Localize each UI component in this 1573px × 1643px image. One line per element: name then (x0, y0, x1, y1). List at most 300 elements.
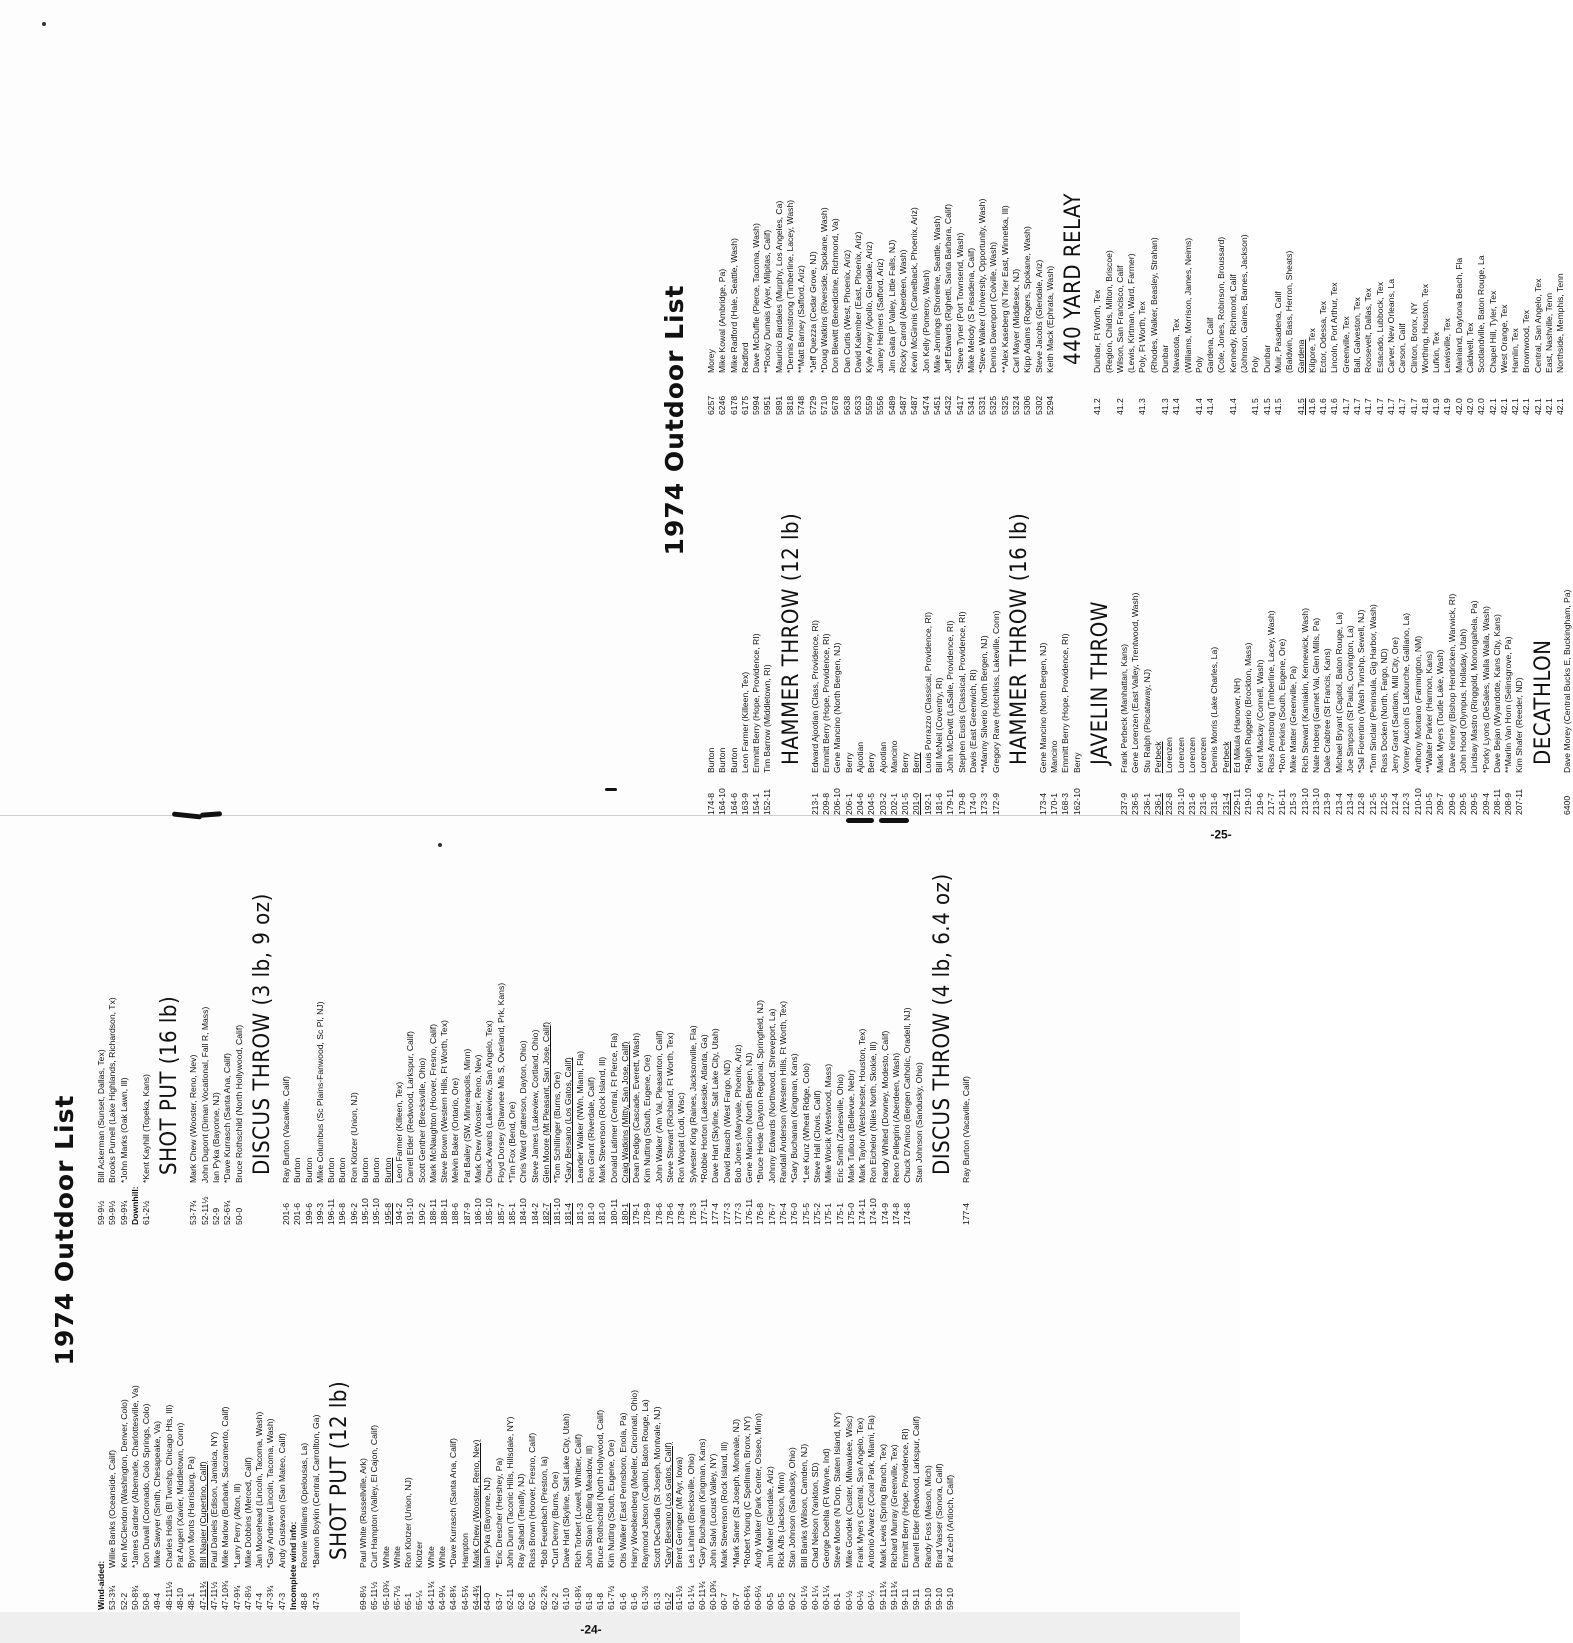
result-row (855, 1235, 866, 1610)
athlete-name: Ajootian (877, 741, 888, 773)
result-mark: 204-5 (866, 793, 877, 815)
result-row (107, 1235, 118, 1610)
athlete-name: Rich Torbert (Lowell, Whittier, Calif) (572, 1433, 583, 1568)
result-mark: 172-9 (990, 793, 1001, 815)
athlete-name: **Manny Silverio (North Bergen, NJ) (979, 635, 990, 773)
athlete-name: Mauricio Bardales (Murphy, Los Angeles, Ca) (773, 200, 784, 373)
result-mark: 5559 (864, 395, 875, 415)
scan-bottom-edge (0, 1612, 1240, 1643)
result-mark: 61-2½ (141, 1200, 152, 1225)
event-heading: DISCUS THROW (4 lb, 6.4 oz) (929, 873, 955, 1175)
athlete-name: Burton (303, 1157, 314, 1183)
athlete-name: George Doehla (Ft Wayne, Ind) (821, 1448, 832, 1568)
result-row (787, 1235, 798, 1610)
result-mark: 212-3 (1401, 793, 1412, 815)
result-mark: 199-6 (303, 1203, 314, 1225)
athlete-name: *Mark Saner (St Joseph, Montvale, NJ) (730, 1418, 741, 1568)
result-mark: 181-4 (563, 1203, 574, 1225)
result-row (188, 845, 199, 1225)
athlete-name: Ajootian (854, 741, 865, 773)
result-row (923, 430, 934, 815)
result-row (383, 845, 394, 1225)
result-mark (1149, 373, 1160, 415)
result-row (360, 845, 371, 1225)
result-mark: 209-5 (1457, 793, 1468, 815)
result-mark: 181-6 (934, 793, 945, 815)
result-row (866, 1235, 877, 1610)
athlete-name: Dunbar (1261, 344, 1272, 373)
result-row (832, 1235, 843, 1610)
athlete-name: **Walter Parker (Harmon, Kans) (1424, 651, 1435, 773)
athlete-name: Mike Sawyer (Smith, Chesapeake, Va) (152, 1421, 163, 1568)
result-row (1521, 25, 1532, 415)
result-mark: 59-11¾ (877, 1581, 888, 1610)
result-row (902, 845, 913, 1225)
result-row (1255, 430, 1266, 815)
result-row (846, 845, 857, 1225)
athlete-name: *Eric Drescher (Hershey, Pa) (493, 1457, 504, 1568)
athlete-name: *Dennis Armstrong (Timberline, Lacey, Wash) (785, 199, 796, 373)
athlete-name: Vorney Aucoin (S Lafourche, Galliano, La) (1401, 612, 1412, 773)
athlete-name: Gene Mancino (North Bergen, NJ) (744, 1052, 755, 1183)
result-mark: 47-4 (254, 1592, 265, 1610)
result-row (900, 1235, 911, 1610)
results-column (96, 845, 972, 1225)
athlete-name: East, Nashville, Tenn (1544, 292, 1555, 373)
result-mark: 195-8 (382, 1203, 393, 1225)
result-row (631, 845, 642, 1225)
athlete-name: *Doug Watkins (Riverside, Spokane, Wash) (818, 207, 829, 373)
result-row (900, 430, 911, 815)
athlete-name: Randall Anderson (Western Hills, Ft Worth, Tex) (778, 1001, 789, 1183)
result-row (774, 25, 785, 415)
result-mark: 61-8 (595, 1592, 606, 1610)
result-row (107, 845, 118, 1225)
result-mark: 176-4 (778, 1203, 789, 1225)
result-row (991, 430, 1002, 815)
result-mark: 170-1 (1049, 793, 1060, 815)
result-row (1413, 430, 1424, 815)
result-row (1239, 25, 1250, 415)
result-row (1442, 25, 1453, 415)
athlete-name: Mark Myers (Toutle Lake, Wash) (1435, 649, 1446, 773)
result-mark: 6178 (728, 395, 739, 415)
result-row (853, 25, 864, 415)
result-mark: 6400 (1561, 795, 1572, 815)
result-row (731, 1235, 742, 1610)
result-row (1352, 25, 1363, 415)
result-mark: 61-1½ (674, 1585, 685, 1610)
athlete-name: Kim Nutting (South, Eugene, Ore) (642, 1054, 653, 1183)
result-mark: 209-5 (1469, 793, 1480, 815)
result-row (1198, 430, 1209, 815)
result-mark: 59-11 (911, 1588, 922, 1610)
result-mark: 209-4 (1480, 793, 1491, 815)
result-mark: 47-10¾ (220, 1580, 231, 1610)
athlete-name: Wilson, San Francisco, Calif (1114, 265, 1125, 373)
result-row (1334, 430, 1345, 815)
result-mark: 41.7 (1352, 398, 1363, 415)
athlete-name: John McDevitt (LaSalle, Providence, RI) (945, 620, 956, 773)
result-row (943, 25, 954, 415)
athlete-name: White (437, 1546, 448, 1568)
result-mark: 42.1 (1521, 398, 1532, 415)
result-mark: 213-10 (1311, 788, 1322, 815)
athlete-name: Lorenzen (1164, 737, 1175, 773)
result-row (1045, 25, 1056, 415)
result-mark: 59-11¾ (888, 1581, 899, 1610)
result-mark: 41.5 (1295, 398, 1306, 415)
event-heading: JAVELIN THROW (1088, 601, 1114, 765)
result-row (823, 845, 834, 1225)
result-row (1049, 430, 1060, 815)
result-row (1356, 430, 1367, 815)
athlete-name: (Cole, Jones, Robinson, Broussard) (1216, 236, 1227, 373)
result-row (1183, 25, 1194, 415)
result-mark: 64-11¾ (425, 1581, 436, 1610)
athlete-name: Dave McDuffie (Pierce, Tacoma, Wash) (751, 223, 762, 373)
result-row (222, 845, 233, 1225)
result-row (1375, 25, 1386, 415)
result-mark: 185-10 (484, 1198, 495, 1225)
result-mark: 177-3 (721, 1203, 732, 1225)
result-row (527, 1235, 538, 1610)
result-mark: 52-9 (211, 1207, 222, 1225)
result-row (796, 25, 807, 415)
result-mark: 195-10 (360, 1198, 371, 1225)
result-mark: 188-11 (439, 1198, 450, 1225)
result-row (505, 1235, 516, 1610)
result-row (821, 430, 832, 815)
result-row (1510, 25, 1521, 415)
athlete-name: Gene Mancino (North Bergen, NJ) (1037, 642, 1048, 773)
athlete-name: *Gary Bersano (Los Gatos, Calif) (563, 1057, 574, 1183)
athlete-name: Byron Monts (Harrisburg, Pa) (186, 1456, 197, 1568)
athlete-name: Frank Perbeck (Manhattan, Kans) (1119, 644, 1130, 773)
result-mark: 59-11 (900, 1588, 911, 1610)
result-mark: 62-2 (549, 1592, 560, 1610)
result-mark: 219-10 (1243, 788, 1254, 815)
result-mark: 5302 (1033, 395, 1044, 415)
athlete-name: Pat Augeri (Xavier, Middletown, Conn) (175, 1422, 186, 1568)
result-row (337, 845, 348, 1225)
athlete-name: *Ron Perkins (South, Eugene, Ore) (1277, 638, 1288, 773)
result-row (821, 1235, 832, 1610)
athlete-name: *Robbie Horton (Lakeside, Atlanta, Ga) (698, 1034, 709, 1183)
result-mark: 186-10 (473, 1198, 484, 1225)
result-row (945, 430, 956, 815)
result-row (1386, 25, 1397, 415)
result-mark: 174-8 (902, 1203, 913, 1225)
event-heading: DECATHLON (1530, 639, 1556, 765)
result-mark: 175-5 (800, 1203, 811, 1225)
athlete-name: Burton (717, 747, 728, 773)
result-row (1119, 430, 1130, 815)
result-mark: 50-0 (233, 1207, 244, 1225)
result-row (1038, 430, 1049, 815)
athlete-name: Berry (1071, 752, 1082, 773)
result-row (1390, 430, 1401, 815)
result-row (1300, 430, 1311, 815)
result-row (1000, 25, 1011, 415)
result-mark: 60-1¼ (809, 1585, 820, 1610)
result-mark: 41.3 (1137, 398, 1148, 415)
athlete-name: *Bob Feuerbach (Preston, Ia) (538, 1456, 549, 1568)
athlete-name: Ed Mikula (Hanover, NH) (1231, 677, 1242, 773)
result-mark: 6175 (739, 395, 750, 415)
result-mark: 5951 (762, 395, 773, 415)
result-row (740, 430, 751, 815)
result-mark: 42.1 (1532, 398, 1543, 415)
athlete-name: Greenville, Tex (1340, 316, 1351, 373)
athlete-name: *John Marks (Oak Lawn, Ill) (118, 1077, 129, 1183)
result-row (1137, 25, 1148, 415)
athlete-name: Mike Radford (Hale, Seattle, Wash) (728, 238, 739, 373)
result-row (717, 430, 728, 815)
result-mark: 177-4 (960, 1203, 971, 1225)
result-mark: 231-10 (1175, 788, 1186, 815)
result-mark: 61-1¼ (685, 1585, 696, 1610)
result-mark: 62-2¾ (538, 1585, 549, 1610)
result-mark: 52-6¾ (222, 1200, 233, 1225)
result-mark: 203-2 (877, 793, 888, 815)
athlete-name: John Dupont (Diman Vocational, Fall R, Mass) (199, 1006, 210, 1183)
result-row (1092, 25, 1103, 415)
result-mark: 181-3 (574, 1203, 585, 1225)
event-heading: SHOT PUT (12 lb) (326, 1380, 352, 1560)
athlete-name: Glen Moore (Mt Pleasant, San Jose, Calif) (540, 1022, 551, 1183)
result-mark: 217-7 (1265, 793, 1276, 815)
result-row (439, 845, 450, 1225)
result-row (1492, 430, 1503, 815)
result-mark: 176-8 (755, 1203, 766, 1225)
athlete-name: *Larry Perry (Alton, Ill) (231, 1483, 242, 1568)
result-mark: 69-8½ (357, 1585, 368, 1610)
athlete-name: *Gary Buchanan (Kingman, Kans) (789, 1053, 800, 1183)
athlete-name: White (425, 1546, 436, 1568)
result-row (663, 1235, 674, 1610)
athlete-name: *Tom Sinclair (Peninsula, Gig Harbor, Wash) (1367, 604, 1378, 773)
athlete-name: Russ Docken (North, Fargo, ND) (1378, 648, 1389, 773)
result-mark: 207-11 (1514, 788, 1525, 815)
athlete-name: Dale Crabtree (St Francis, Kans) (1322, 648, 1333, 773)
result-row (706, 430, 717, 815)
result-mark: 47-3 (310, 1592, 321, 1610)
result-row (832, 430, 843, 815)
athlete-name: Scott Genther (Brecksville, Ohio) (416, 1057, 427, 1183)
result-row (211, 845, 222, 1225)
result-mark: 41.7 (1397, 398, 1408, 415)
result-row (1160, 25, 1171, 415)
athlete-name: Steve Brown (Western Hills, Ft Worth, Tex) (439, 1020, 450, 1183)
event-heading: SHOT PUT (16 lb) (157, 995, 183, 1175)
result-mark: 60-7 (730, 1592, 741, 1610)
athlete-name: Ken McClendon (Washington, Denver, Colo) (118, 1399, 129, 1568)
result-mark: 61-8 (583, 1592, 594, 1610)
athlete-name: Emmitt Berry (Hope, Providence, RI) (1060, 633, 1071, 773)
athlete-name: Davis (East Greenwich, RI) (967, 669, 978, 773)
result-row (609, 845, 620, 1225)
result-row (1205, 25, 1216, 415)
athlete-name: *James Gardner (Albemarle, Charlottesville, Va) (129, 1385, 140, 1568)
result-row (767, 845, 778, 1225)
result-row (281, 845, 292, 1225)
athlete-name: Emmitt Berry (Hope, Providence, RI) (751, 633, 762, 773)
result-mark: 47-11½ (208, 1581, 219, 1610)
result-row (977, 25, 988, 415)
result-row (254, 1235, 265, 1610)
result-row (642, 845, 653, 1225)
result-row (808, 25, 819, 415)
result-row (209, 1235, 220, 1610)
result-row (652, 1235, 663, 1610)
result-mark: 174-10 (868, 1198, 879, 1225)
result-mark: 209-7 (1435, 793, 1446, 815)
result-row (1341, 25, 1352, 415)
result-mark: 47-8½ (242, 1585, 253, 1610)
athlete-name: Bill Napier (Cupertino, Calif) (197, 1461, 208, 1568)
result-mark: 201-0 (911, 793, 922, 815)
athlete-name: Lorenzen (1175, 737, 1186, 773)
athlete-name: Jim Maher (Glendale, Ariz) (764, 1466, 775, 1568)
result-row (1322, 430, 1333, 815)
result-row (1104, 25, 1115, 415)
result-mark: 215-3 (1288, 793, 1299, 815)
result-row (392, 1235, 403, 1610)
athlete-name: Berry (866, 752, 877, 773)
result-mark: 185-7 (495, 1203, 506, 1225)
athlete-name: Mike Jennings (Shoreline, Seattle, Wash) (931, 215, 942, 373)
athlete-name: Melvin Baker (Ontario, Ore) (450, 1077, 461, 1183)
athlete-name: Willie Banks (Oceanside, Calif) (107, 1450, 118, 1568)
athlete-name: Dave Bejan (Wyandotte, Kans City, Kans) (1491, 614, 1502, 773)
result-mark: 176-0 (789, 1203, 800, 1225)
result-mark: 60-½ (843, 1590, 854, 1610)
athlete-name: Jan Moorehead (Lincoln, Tacoma, Wash) (254, 1411, 265, 1568)
athlete-name: **Marlin Van Horn (Selinsgrove, Pa) (1503, 636, 1514, 773)
athlete-name: Stu Ralph (Piscataway, NJ) (1141, 669, 1152, 773)
result-row (789, 845, 800, 1225)
athlete-name: Morey (706, 349, 716, 373)
athlete-name: Estacado, Lubbock, Tex (1374, 281, 1385, 373)
athlete-name: Mike Matter (Greenville, Pa) (1288, 666, 1299, 773)
athlete-name: Rich Stewart (Kamiakin, Kennewick, Wash) (1299, 608, 1310, 773)
athlete-name: Chuck D'Amico (Bergen Catholic, Oradell, NJ) (902, 1007, 913, 1183)
result-mark: 59-10 (922, 1588, 933, 1610)
result-mark: 60-6¾ (742, 1585, 753, 1610)
athlete-name: (Williams, Morrison, James, Neims) (1182, 237, 1193, 373)
athlete-name: Lincoln, Port Arthur, Tex (1329, 282, 1340, 373)
result-row (889, 430, 900, 815)
result-mark: 61-8¾ (572, 1585, 583, 1610)
athlete-name: Kent Mackay (Connell, Wash) (1254, 659, 1265, 773)
result-row (1034, 25, 1045, 415)
athlete-name: *Kent Kayhill (Topeka, Kans) (141, 1074, 152, 1183)
athlete-name: Dean Pedigo (Cascade, Everett, Wash) (631, 1032, 642, 1183)
result-mark: 180-1 (619, 1203, 630, 1225)
event-heading: DISCUS THROW (3 lb, 9 oz) (249, 893, 275, 1175)
result-row (729, 25, 740, 415)
athlete-name: Mark Chew (Wooster, Reno, Nev) (473, 1054, 484, 1183)
result-row (889, 1235, 900, 1610)
result-row (923, 1235, 934, 1610)
result-row (494, 1235, 505, 1610)
athlete-name: Berry (843, 752, 854, 773)
result-row (640, 1235, 651, 1610)
result-mark: 231-6 (1198, 793, 1209, 815)
result-mark: 175-1 (823, 1203, 834, 1225)
result-mark: 41.7 (1363, 398, 1374, 415)
result-row (1149, 25, 1160, 415)
athlete-name: Gregory Rave (Hotchkiss, Lakeville, Conn) (990, 610, 1001, 773)
athlete-name: Mark Stevenson (Rock Island, Ill) (597, 1056, 608, 1183)
result-mark: 181-0 (597, 1203, 608, 1225)
athlete-name: Bruce Rothschild (North Hollywood, Calif) (233, 1024, 244, 1183)
result-row (175, 1235, 186, 1610)
result-mark: 65-10¾ (380, 1580, 391, 1610)
result-row (186, 1235, 197, 1610)
result-mark: 179-1 (631, 1203, 642, 1225)
athlete-name: Stan Johnson (Sandusky, Ohio) (913, 1062, 924, 1183)
result-row (232, 1235, 243, 1610)
result-row (1126, 25, 1137, 415)
result-row (550, 1235, 561, 1610)
result-mark: 176-11 (744, 1198, 755, 1225)
result-row (584, 1235, 595, 1610)
result-mark: 5891 (773, 395, 784, 415)
result-mark: 177-4 (710, 1203, 721, 1225)
result-row (844, 1235, 855, 1610)
result-mark: 5489 (886, 395, 897, 415)
result-row (462, 845, 473, 1225)
result-mark: 163-9 (739, 793, 750, 815)
athlete-name: Mark Tullous (Bellevue, Nebr) (845, 1069, 856, 1183)
athlete-name: Bob Jones (Maryvale, Phoenix, Ariz) (732, 1044, 743, 1183)
athlete-name: Kim Shafer (Reeder, ND) (1514, 677, 1525, 773)
result-row (471, 1235, 482, 1610)
result-row (1232, 430, 1243, 815)
section-subheading: Incomplete wind info: (288, 1521, 299, 1610)
athlete-name: Gardena, Calif (1205, 317, 1216, 373)
result-row (1499, 25, 1510, 415)
result-mark (914, 1183, 925, 1225)
result-mark: 5633 (852, 395, 863, 415)
result-mark: 6257 (706, 395, 716, 415)
athlete-name: *Robert Young (C Spellman, Bronx, NY) (742, 1416, 753, 1568)
result-mark: 42.0 (1465, 398, 1475, 415)
result-row (119, 1235, 130, 1610)
athlete-name: Paul White (Russellville, Ark) (357, 1458, 368, 1568)
result-row (1250, 25, 1261, 415)
result-row (1345, 430, 1356, 815)
result-row (597, 845, 608, 1225)
result-row (1022, 25, 1033, 415)
athlete-name: Kim Nutting (South, Eugene, Ore) (606, 1439, 617, 1568)
result-mark: 48-8 (299, 1592, 310, 1610)
athlete-name: Eric Smith (Zanesville, Ohio) (834, 1074, 845, 1183)
result-row (1142, 430, 1153, 815)
result-mark: 182-7 (540, 1203, 551, 1225)
result-mark: 174-8 (891, 1203, 901, 1225)
result-mark: 62-11 (504, 1588, 515, 1610)
result-mark: 59-9¾ (118, 1200, 129, 1225)
athlete-name: Ector, Odessa, Tex (1318, 301, 1329, 373)
result-row (812, 845, 823, 1225)
page-25 (660, 25, 1572, 842)
result-row (450, 845, 461, 1225)
athlete-name: Kyle Arney (Apollo, Glendale, Ariz) (864, 241, 875, 373)
athlete-name: Kilgore, Tex (1306, 328, 1317, 373)
